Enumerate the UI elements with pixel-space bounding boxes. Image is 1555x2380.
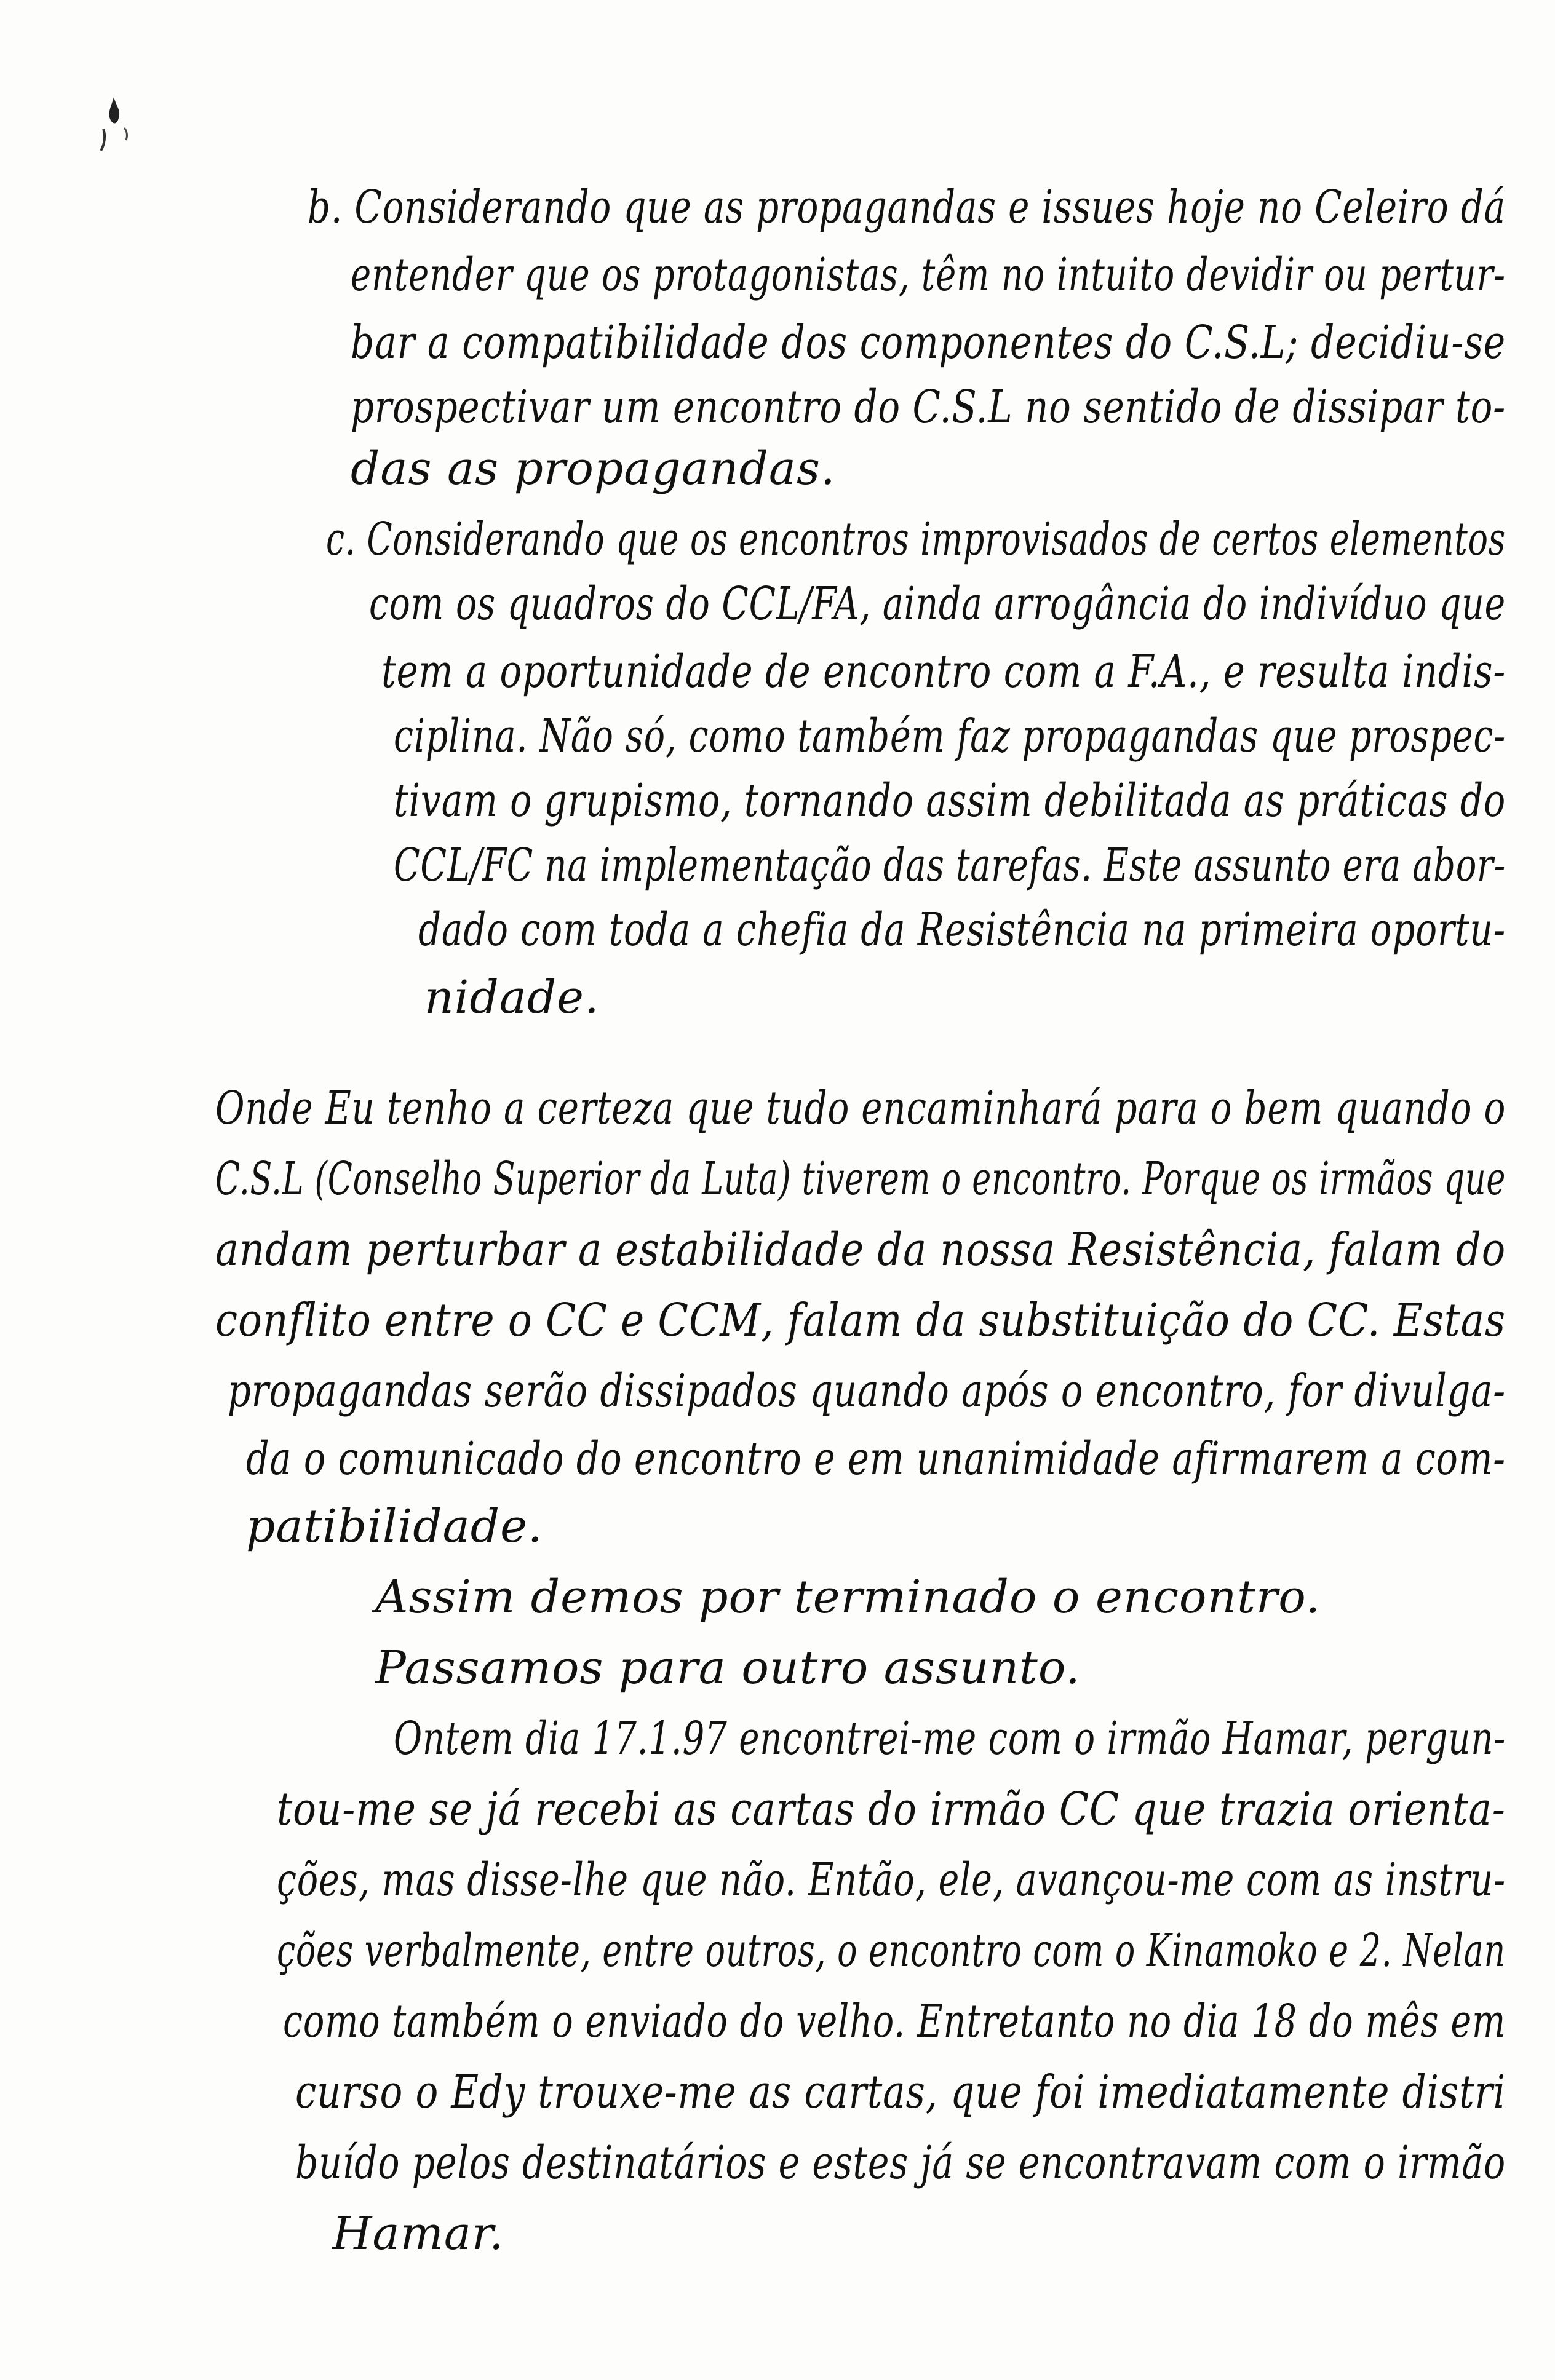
ink-blot-mark (92, 92, 135, 160)
final-line: tou-me se já recebi as cartas do irmão CC que trazia orienta- (277, 1783, 1506, 1836)
indented-line: Assim demos por terminado o encontro. (375, 1571, 1321, 1624)
section-b-line: bar a compatibilidade dos componentes do C.S.L; decidiu-se (351, 316, 1506, 369)
section-c-line: tem a oportunidade de encontro com a F.A., e resulta indis- (381, 645, 1506, 698)
closing-line: Onde Eu tenho a certeza que tudo encaminhará para o bem quando o (215, 1082, 1506, 1135)
closing-line: da o comunicado do encontro e em unanimidade afirmarem a com- (246, 1432, 1506, 1485)
section-c-line: nidade. (424, 971, 600, 1024)
final-line: Ontem dia 17.1.97 encontrei-me com o irmão Hamar, pergun- (394, 1712, 1506, 1765)
section-b-line: b. Considerando que as propagandas e issues hoje no Celeiro dá (308, 181, 1506, 234)
closing-line: propagandas serão dissipados quando após o encontro, for divulga- (228, 1365, 1506, 1418)
final-line: Hamar. (332, 2207, 504, 2260)
section-b-line: prospectivar um encontro do C.S.L no sentido de dissipar to- (351, 381, 1506, 434)
section-c-line: CCL/FC na implementação das tarefas. Este assunto era abor- (394, 839, 1506, 892)
final-line: buído pelos destinatários e estes já se encontravam com o irmão (295, 2136, 1506, 2189)
section-c-line: ciplina. Não só, como também faz propagandas que prospec- (394, 710, 1506, 763)
section-c-line: dado com toda a chefia da Resistência na primeira oportu- (418, 903, 1506, 956)
closing-line: patibilidade. (246, 1500, 543, 1553)
section-c-line: c. Considerando que os encontros improvisados de certos elementos (326, 513, 1506, 566)
section-b-line: entender que os protagonistas, têm no intuito devidir ou pertur- (351, 248, 1506, 301)
closing-line: andam perturbar a estabilidade da nossa Resistência, falam do (215, 1223, 1506, 1276)
final-line: ções, mas disse-lhe que não. Então, ele, avançou-me com as instru- (277, 1854, 1506, 1906)
section-c-line: com os quadros do CCL/FA, ainda arrogância do indivíduo que (369, 577, 1506, 630)
final-line: como também o enviado do velho. Entretanto no dia 18 do mês em (283, 1995, 1506, 2048)
section-c-line: tivam o grupismo, tornando assim debilitada as práticas do (394, 774, 1506, 827)
indented-line: Passamos para outro assunto. (375, 1641, 1081, 1694)
closing-line: C.S.L (Conselho Superior da Luta) tiverem o encontro. Porque os irmãos que (215, 1152, 1506, 1205)
final-line: ções verbalmente, entre outros, o encontro com o Kinamoko e 2. Nelan (277, 1924, 1506, 1977)
closing-line: conflito entre o CC e CCM, falam da substituição do CC. Estas (215, 1294, 1506, 1347)
section-b-line: das as propagandas. (351, 442, 836, 495)
final-line: curso o Edy trouxe-me as cartas, que foi imediatamente distri (295, 2066, 1506, 2119)
